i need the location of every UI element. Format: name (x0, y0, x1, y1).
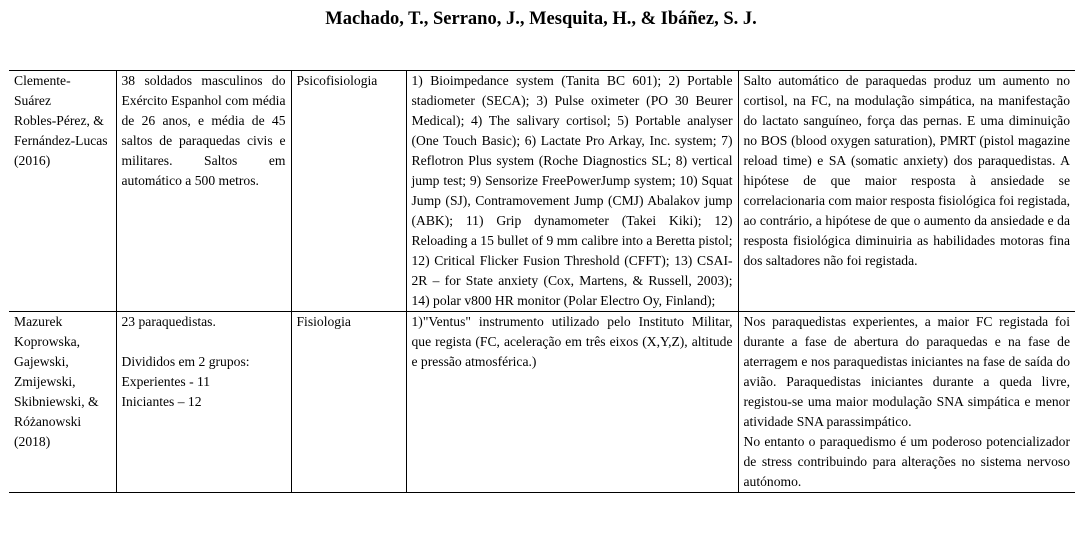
results-cell: Salto automático de paraquedas produz um aumento no cortisol, na FC, na modulação simpática, na manifestação do lactato sanguíneo, força das pernas. E uma diminuição no BOS (blood oxygen saturation), PMRT (pistol magazine reload time) e SA (somatic anxiety) dos paraquedistas. A hipótese de que maior resposta à ansiedade se correlacionaria com maior resposta fisiológica foi registada, ao contrário, a hipótese de que o aumento da ansiedade e da resposta fisiológica diminuiria as habilidades motoras fina dos saltadores não foi registada. (738, 71, 1075, 312)
table-row (9, 312, 1075, 493)
sample-cell: 38 soldados masculinos do Exército Espanhol com média de 26 anos, e média de 45 saltos de paraquedas civis e militares. Saltos em automático a 500 metros. (116, 71, 291, 312)
domain-cell: Fisiologia (291, 312, 406, 493)
sample-groups: Divididos em 2 grupos: Experientes - 11 Iniciantes – 12 (121, 354, 250, 409)
domain-cell: Psicofisiologia (291, 71, 406, 312)
study-cell: Clemente- Suárez Robles-Pérez, & Fernández-Lucas (2016) (9, 71, 116, 312)
instruments-cell: 1)"Ventus" instrumento utilizado pelo Instituto Militar, que regista (FC, aceleração em três eixos (X,Y,Z), altitude e pressão atmosférica.) (406, 312, 738, 493)
table-row (9, 71, 1075, 312)
spacer (122, 332, 286, 352)
sample-cell (116, 312, 291, 493)
study-cell: Mazurek Koprowska, Gajewski, Zmijewski, Skibniewski, & Różanowski (2018) (9, 312, 116, 493)
sample-count: 23 paraquedistas. (121, 314, 216, 329)
instruments-cell: 1) Bioimpedance system (Tanita BC 601); 2) Portable stadiometer (SECA); 3) Pulse oximeter (PO 30 Beurer Medical); 4) The salivary cortisol; 5) Portable analyser (One Touch Basic); 6) Lactate Pro Arkay, Inc. system; 7) Reflotron Plus system (Roche Diagnostics SL; 8) vertical jump test; 9) Sensorize FreePowerJump system; 10) Squat Jump (SJ), Contramovement Jump (CMJ) Abalakov jump (ABK); 11) Grip dynamometer (Takei Kiki); 12) Reloading a 15 bullet of 9 mm calibre into a Beretta pistol; 12) Critical Flicker Fusion Threshold (CFFT); 13) CSAI-2R – for State anxiety (Cox, Martens, & Russell, 2003); 14) polar v800 HR monitor (Polar Electro Oy, Finland); (406, 71, 738, 312)
results-paragraph: No entanto o paraquedismo é um poderoso potencializador de stress contribuindo para alterações no sistema nervoso autónomo. (743, 434, 1070, 489)
page-header-authors: Machado, T., Serrano, J., Mesquita, H., & Ibáñez, S. J. (325, 9, 757, 29)
results-cell (738, 312, 1075, 493)
studies-table (9, 70, 1075, 493)
results-paragraph: Nos paraquedistas experientes, a maior FC registada foi durante a fase de abertura do paraquedas e na fase de aterragem e nos paraquedistas iniciantes na fase de saída do avião. Paraquedistas iniciantes durante a queda livre, registou-se uma maior modulação SNA simpática e menor atividade SNA parassimpático. (743, 314, 1070, 429)
